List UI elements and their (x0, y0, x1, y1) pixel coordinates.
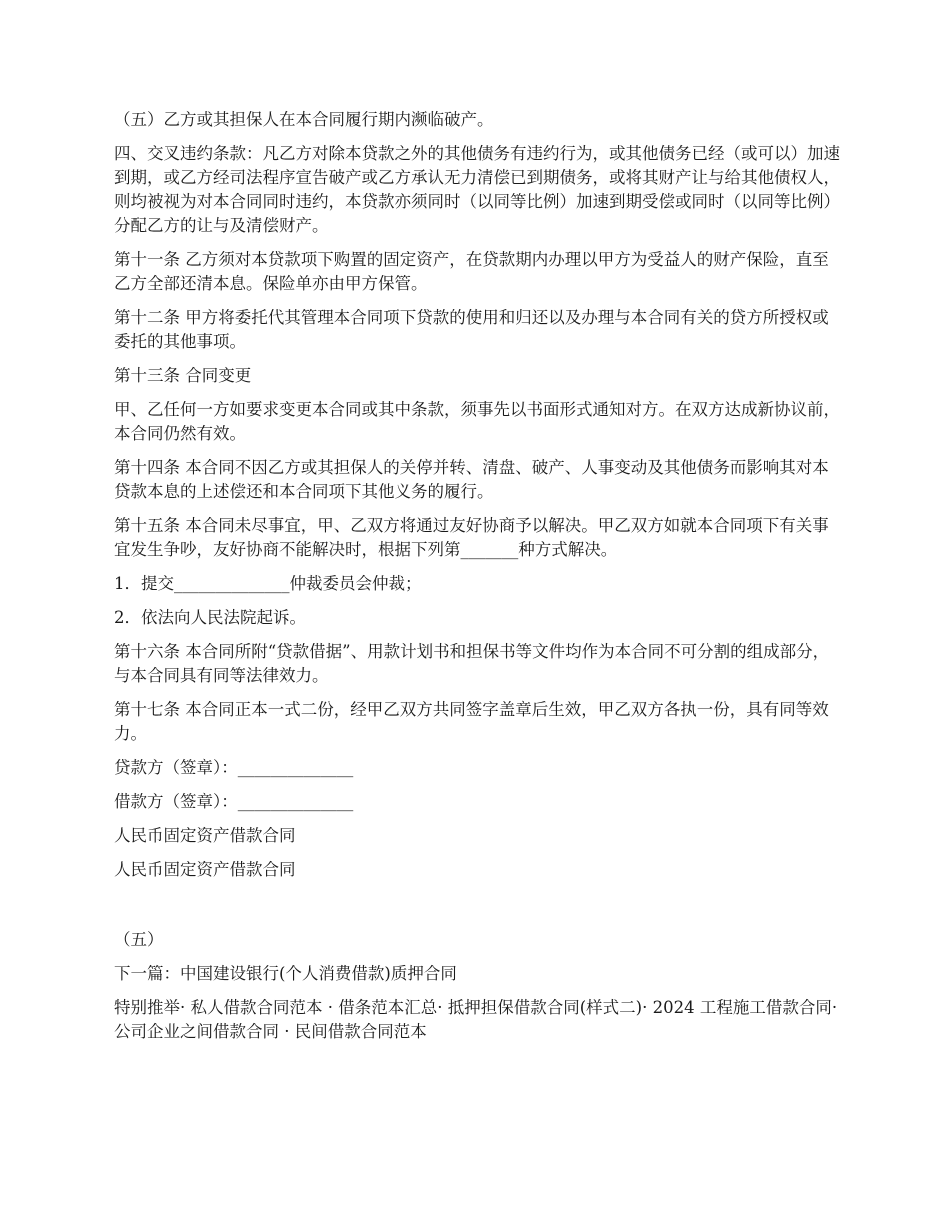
next-article-link[interactable]: 下一篇：中国建设银行(个人消费借款)质押合同 (114, 964, 457, 983)
contract-title-1: 人民币固定资产借款合同 (114, 826, 296, 845)
lender-signature-line: 贷款方（签章）：______________ (114, 758, 354, 777)
article-11: 第十一条 乙方须对本贷款项下购置的固定资产，在贷款期内办理以甲方为受益人的财产保险，直至乙方全部还清本息。保险单亦由甲方保管。 (114, 250, 829, 293)
article-17: 第十七条 本合同正本一式二份，经甲乙双方共同签字盖章后生效，甲乙双方各执一份，具有同等效力。 (114, 700, 829, 743)
borrower-signature-line: 借款方（签章）：______________ (114, 792, 354, 811)
document-body (114, 108, 844, 1054)
article-12: 第十二条 甲方将委托代其管理本合同项下贷款的使用和归还以及办理与本合同有关的贷方所授权或委托的其他事项。 (114, 308, 829, 351)
clause-bankruptcy: （五）乙方或其担保人在本合同履行期内濒临破产。 (114, 110, 494, 129)
article-14: 第十四条 本合同不因乙方或其担保人的关停并转、清盘、破产、人事变动及其他债务而影响其对本贷款本息的上述偿还和本合同项下其他义务的履行。 (114, 458, 829, 501)
dispute-option-1: 1．提交______________仲裁委员会仲裁； (114, 574, 422, 593)
contract-title-2: 人民币固定资产借款合同 (114, 860, 296, 879)
article-13-body: 甲、乙任何一方如要求变更本合同或其中条款，须事先以书面形式通知对方。在双方达成新协议前，本合同仍然有效。 (114, 400, 840, 443)
article-15: 第十五条 本合同未尽事宜，甲、乙双方将通过友好协商予以解决。甲乙双方如就本合同项下有关事宜发生争吵，友好协商不能解决时，根据下列第_______种方式解决。 (114, 516, 829, 559)
clause-cross-default: 四、交叉违约条款：凡乙方对除本贷款之外的其他债务有违约行为，或其他债务已经（或可以）加速到期，或乙方经司法程序宣告破产或乙方承认无力清偿已到期债务，或将其财产让与给其他债权人，则均被视为对本合同同时违约，本贷款亦须同时（以同等比例）加速到期受偿或同时（以同等比例）分配乙方的让与及清偿财产。 (114, 144, 840, 235)
recommended-links[interactable]: 特别推举· 私人借款合同范本 · 借条范本汇总· 抵押担保借款合同(样式二)· 2024 工程施工借款合同· 公司企业之间借款合同 · 民间借款合同范本 (114, 998, 838, 1041)
article-16: 第十六条 本合同所附“贷款借据”、用款计划书和担保书等文件均作为本合同不可分割的组成部分，与本合同具有同等法律效力。 (114, 642, 830, 685)
section-marker: （五） (114, 930, 164, 949)
dispute-option-2: 2．依法向人民法院起诉。 (114, 608, 306, 627)
article-13-heading: 第十三条 合同变更 (114, 366, 252, 385)
